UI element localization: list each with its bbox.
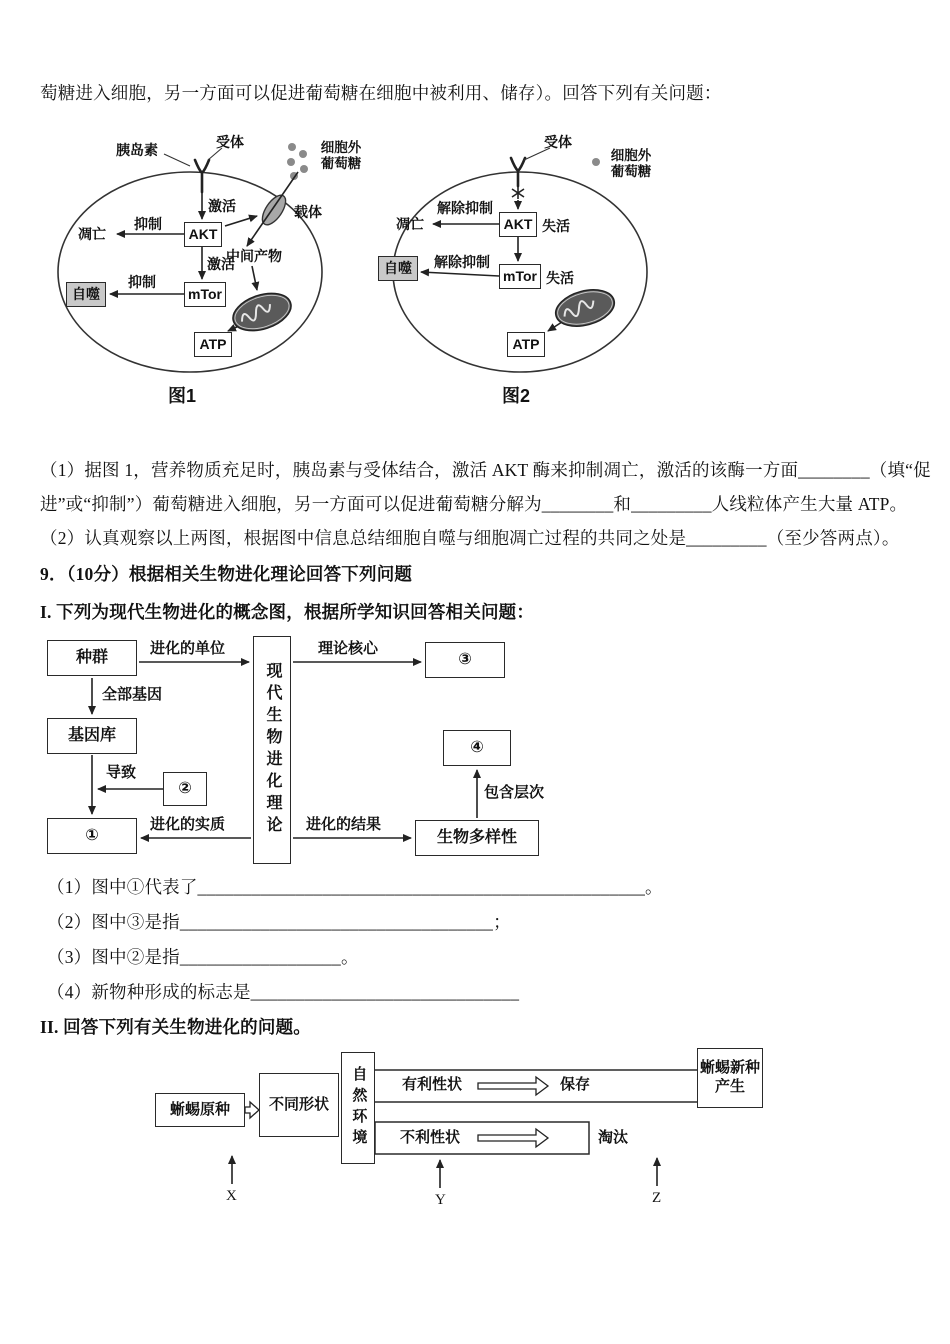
fig2-apoptosis-label: 凋亡 — [396, 216, 424, 232]
fig1-apoptosis-label: 凋亡 — [78, 226, 106, 242]
concept-item2-box: ② — [163, 772, 207, 806]
fig2-glucose-dot — [592, 158, 600, 166]
fig1-activate-label-mid: 激活 — [207, 256, 235, 272]
fig2-caption: 图2 — [502, 386, 531, 406]
evolution-concept-diagram — [0, 632, 950, 872]
concept-core-label: 理论核心 — [318, 640, 379, 657]
fig1-activate-label-top: 激活 — [208, 198, 236, 214]
fig1-receptor-icon — [195, 160, 209, 192]
fig2-release-inhibition-label-mid: 解除抑制 — [434, 254, 490, 270]
part2-heading: II. 回答下列有关生物进化的问题。 — [40, 1017, 311, 1037]
fig1-akt-box: AKT — [184, 222, 222, 247]
concept-unit-label: 进化的单位 — [150, 640, 226, 657]
fig1-inhibit-label-mid: 抑制 — [128, 274, 156, 290]
fig1-mitochondria-icon — [228, 287, 296, 338]
concept-all-genes-label: 全部基因 — [102, 686, 163, 703]
fig1-insulin-label: 胰岛素 — [116, 142, 158, 158]
fig1-carrier-label: 载体 — [294, 204, 322, 220]
lizard-preserved-label: 保存 — [560, 1076, 591, 1093]
concept-item1-box: ① — [47, 818, 137, 854]
lizard-new-species-box: 蜥蜴新种产生 — [697, 1048, 763, 1108]
fig2-receptor-label: 受体 — [544, 134, 572, 150]
fig1-intermediate-label: 中间产物 — [226, 248, 282, 264]
fig2-inactivation-star-icon — [512, 186, 524, 199]
question1-line1: （1）据图 1，营养物质充足时，胰岛素与受体结合，激活 AKT 酶来抑制凋亡，激活的该酶一方面________（填“促 — [40, 460, 931, 480]
concept-item4-box: ④ — [443, 730, 511, 766]
concept-gene-pool-box: 基因库 — [47, 718, 137, 754]
concept-biodiversity-box: 生物多样性 — [415, 820, 539, 856]
fig2-autophagy-box: 自噬 — [378, 256, 418, 281]
lizard-label-y: Y — [435, 1192, 446, 1208]
lizard-eliminated-label: 淘汰 — [598, 1129, 629, 1146]
fig2-akt-box: AKT — [499, 212, 537, 237]
fig1-receptor-label: 受体 — [216, 134, 244, 150]
fig2-extracellular-glucose-label: 细胞外葡萄糖 — [610, 148, 652, 179]
concept-essence-label: 进化的实质 — [150, 816, 226, 833]
concept-population-box: 种群 — [47, 640, 137, 676]
concept-levels-label: 包含层次 — [484, 784, 545, 801]
fig2-akt-inactive-label: 失活 — [542, 218, 570, 234]
lizard-original-species-box: 蜥蜴原种 — [155, 1093, 245, 1127]
fig2-mtor-box: mTor — [499, 264, 541, 289]
lizard-unfavorable-label: 不利性状 — [400, 1129, 461, 1146]
sub-question-1: （1）图中①代表了__________________________________________________。 — [47, 877, 663, 897]
fig1-label-connectors — [164, 148, 222, 166]
cell-signaling-diagram — [0, 128, 950, 420]
fig1-glucose-dots — [287, 143, 308, 180]
fig2-atp-box: ATP — [507, 332, 545, 357]
fig1-mtor-box: mTor — [184, 282, 226, 307]
fig1-atp-box: ATP — [194, 332, 232, 357]
fig1-autophagy-box: 自噬 — [66, 282, 106, 307]
concept-item3-box: ③ — [425, 642, 505, 678]
lizard-environment-box: 自然环境 — [341, 1052, 375, 1164]
part1-heading: I. 下列为现代生物进化的概念图，根据所学知识回答相关问题： — [40, 602, 535, 622]
question1-line2: 进”或“抑制”）葡萄糖进入细胞，另一方面可以促进葡萄糖分解为________和_________人线粒体产生大量 ATP。 — [40, 494, 908, 514]
concept-leads-label: 导致 — [106, 764, 137, 781]
sub-question-3: （3）图中②是指__________________。 — [47, 947, 359, 967]
question2: （2）认真观察以上两图，根据图中信息总结细胞自噬与细胞凋亡过程的共同之处是_________（至少答两点）。 — [40, 528, 900, 548]
sub-question-2: （2）图中③是指___________________________________； — [47, 912, 511, 932]
lizard-label-x: X — [226, 1188, 237, 1204]
lizard-variation-box: 不同形状 — [259, 1073, 339, 1137]
fig1-extracellular-glucose-label: 细胞外葡萄糖 — [320, 140, 362, 171]
intro-text: 萄糖进入细胞，另一方面可以促进葡萄糖在细胞中被利用、储存）。回答下列有关问题： — [40, 83, 722, 103]
fig2-mtor-inactive-label: 失活 — [546, 270, 574, 286]
lizard-selection-diagram — [0, 1042, 950, 1212]
question9-heading: 9．（10分）根据相关生物进化理论回答下列问题 — [40, 564, 413, 584]
lizard-arrows-layer — [0, 1042, 950, 1212]
lizard-favorable-label: 有利性状 — [402, 1076, 463, 1093]
fig1-inhibit-label-top: 抑制 — [134, 216, 162, 232]
lizard-label-z: Z — [652, 1190, 662, 1206]
fig1-caption: 图1 — [168, 386, 197, 406]
lizard-xyz-arrows — [232, 1156, 657, 1188]
concept-center-box: 现代生物进化理论 — [253, 636, 291, 864]
concept-result-label: 进化的结果 — [306, 816, 382, 833]
fig2-release-inhibition-label-top: 解除抑制 — [437, 200, 493, 216]
fig2-mitochondria-icon — [552, 284, 619, 332]
sub-question-4: （4）新物种形成的标志是______________________________ — [47, 982, 520, 1002]
